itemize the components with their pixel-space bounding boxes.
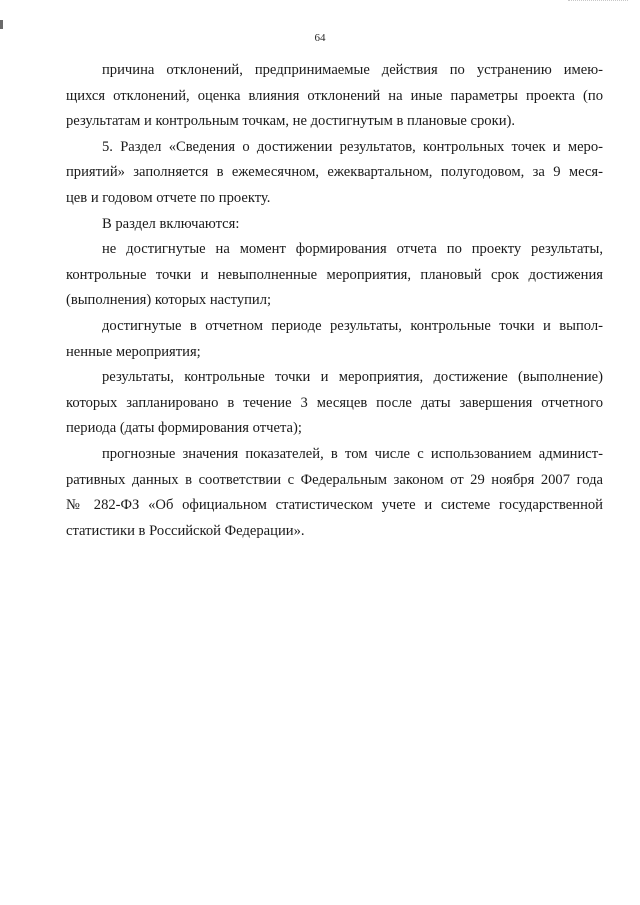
text-line: причина отклонений, предпринимаемые действия по устранению имею- — [102, 62, 603, 78]
text-line: которых запланировано в течение 3 месяцев после даты завершения отчетного — [66, 394, 603, 411]
list-item-achieved — [66, 314, 603, 365]
paragraph-deviation-reasons — [66, 58, 603, 135]
paragraph-section-5 — [66, 135, 603, 212]
text-line: прогнозные значения показателей, в том числе с использованием админист- — [102, 445, 603, 462]
text-line: № 282-ФЗ «Об официальном статистическом учете и системе государственной — [66, 497, 603, 514]
text-line: периода (даты формирования отчета); — [66, 420, 302, 437]
text-line: результаты, контрольные точки и мероприятия, достижение (выполнение) — [102, 369, 603, 386]
text-line: статистики в Российской Федерации». — [66, 522, 305, 539]
list-item-forecast — [66, 442, 603, 544]
list-item-not-achieved — [66, 237, 603, 314]
text-line: контрольные точки и невыполненные мероприятия, плановый срок достижения — [66, 266, 603, 283]
text-line: цев и годовом отчете по проекту. — [66, 189, 271, 206]
document-body — [66, 58, 603, 544]
list-item-planned — [66, 365, 603, 442]
text-line: результатам и контрольным точкам, не достигнутым в плановые сроки). — [66, 113, 516, 130]
text-line: приятий» заполняется в ежемесячном, ежеквартальном, полугодовом, за 9 меся- — [66, 164, 603, 181]
scan-artifact-edge — [568, 0, 628, 4]
text-line: щихся отклонений, оценка влияния отклонений на иные параметры проекта (по — [66, 87, 603, 104]
text-line: В раздел включаются: — [102, 215, 240, 232]
text-line: ненные мероприятия; — [66, 343, 201, 360]
paragraph-section-includes — [66, 212, 603, 238]
text-line: 5. Раздел «Сведения о достижении результатов, контрольных точек и меро- — [102, 138, 603, 155]
text-line: достигнутые в отчетном периоде результаты, контрольные точки и выпол- — [102, 317, 603, 334]
text-line: ративных данных в соответствии с Федеральным законом от 29 ноября 2007 года — [66, 471, 603, 488]
text-line: (выполнения) которых наступил; — [66, 292, 272, 309]
text-line: не достигнутые на момент формирования отчета по проекту результаты, — [102, 241, 603, 258]
page-number: 64 — [314, 32, 326, 44]
scan-artifact-mark — [0, 20, 3, 29]
